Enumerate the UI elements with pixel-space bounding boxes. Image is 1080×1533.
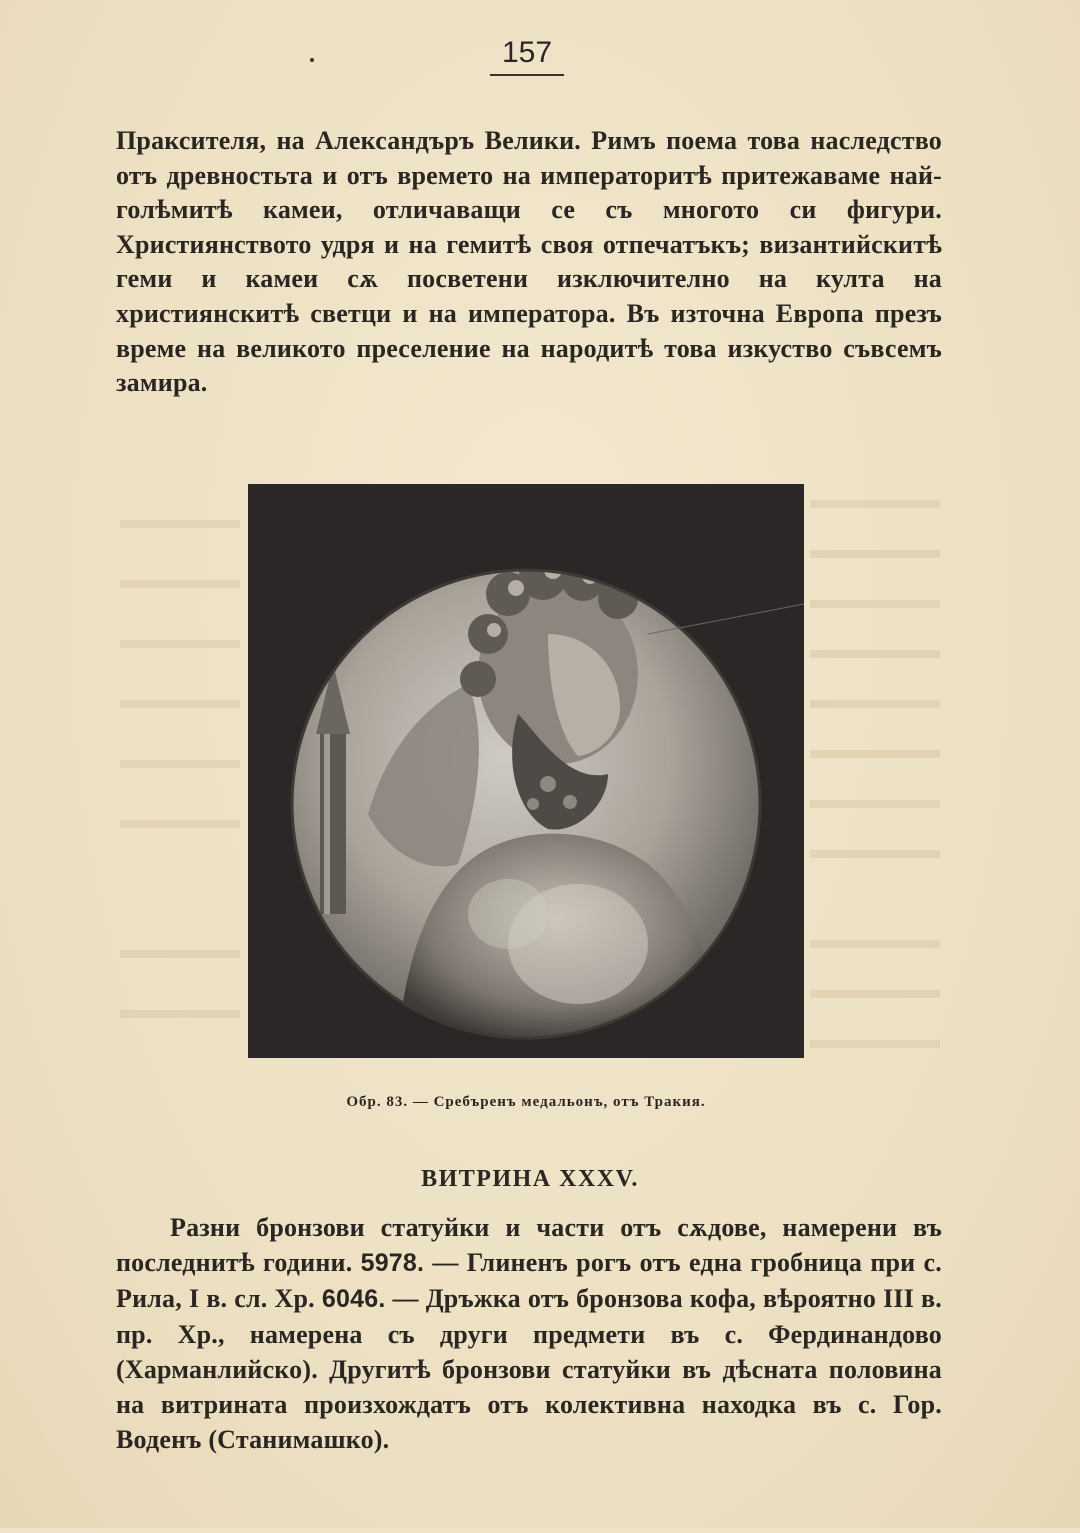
section-text-part-1: Разни бронзови статуйки и части отъ сѫдове, намерени въ последнитѣ години. xyxy=(116,1213,942,1277)
figure-caption: Обр. 83. — Сребъренъ медальонъ, отъ Тракия. xyxy=(346,1094,706,1110)
section-title: ВИТРИНА XXXV. xyxy=(421,1166,639,1192)
section-text-part-2: — Глиненъ рогъ отъ една гробница при с. Рила, I в. сл. Хр. xyxy=(116,1248,942,1313)
intro-paragraph: Праксителя, на Александъръ Велики. Римъ поема това наследство отъ древностьта и отъ времето на императоритѣ притежаваме най-голѣмитѣ камеи, отличаващи се съ многото си фигури. Християнството удря и на гемитѣ своя отпечатъкъ; византийскитѣ геми и камеи сѫ посветени изключително на култа на християнскитѣ светци и на императора. Въ източна Европа презъ време на великото преселение на народитѣ това изкуство съвсемъ замира. xyxy=(116,126,942,398)
section-paragraph xyxy=(116,1210,942,1457)
medallion-illustration xyxy=(248,484,804,1058)
inventory-number-1: 5978. xyxy=(360,1249,425,1277)
ink-speck xyxy=(310,58,314,62)
figure-medallion-photo xyxy=(248,484,804,1058)
section-text-part-3: — Дръжка отъ бронзова кофа, вѣроятно III в. пр. Хр., намерена съ други предмети въ с. Фердинандово (Харманлийско). Другитѣ бронзови статуйки въ дѣсната половина на витрината произхождатъ отъ колективна находка въ с. Гор. Воденъ (Станимашко). xyxy=(116,1284,942,1454)
inventory-number-2: 6046. xyxy=(321,1285,386,1313)
page-number: 157 xyxy=(490,36,564,76)
